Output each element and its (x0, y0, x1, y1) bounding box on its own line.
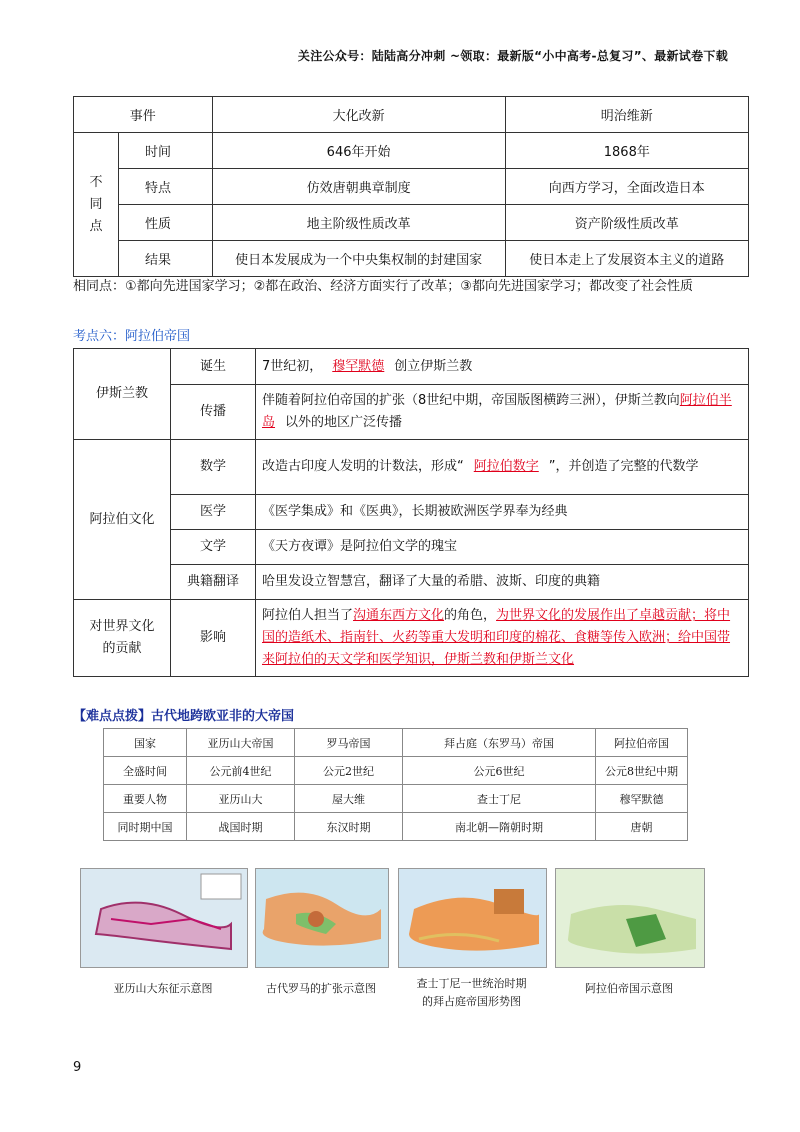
table-header-cell: 亚历山大帝国 (187, 729, 295, 757)
cell: 同时期中国 (104, 813, 187, 841)
cell: 阿拉伯人担当了沟通东西方文化的角色，为世界文化的发展作出了卓越贡献；将中国的造纸术、指南针、火药等重大发明和印度的棉花、食糖等传入欧洲；给中国带来阿拉伯的天文学和医学知识，伊斯兰教和伊斯兰文化 (256, 600, 749, 677)
map-rome (255, 868, 389, 968)
empires-table (103, 728, 688, 841)
row-label: 诞生 (171, 349, 256, 385)
row-label: 医学 (171, 495, 256, 530)
cell: 公元前4世纪 (187, 757, 295, 785)
cell: 《天方夜谭》是阿拉伯文学的瑰宝 (256, 530, 749, 565)
diff-label-cell: 不 同 点 (74, 133, 119, 277)
cell: 646年开始 (212, 133, 505, 169)
cell: 屋大维 (295, 785, 403, 813)
cell: 向西方学习，全面改造日本 (505, 169, 748, 205)
table-header-cell: 阿拉伯帝国 (596, 729, 688, 757)
map-caption: 古代罗马的扩张示意图 (266, 982, 376, 995)
answer-fill: 沟通东西方文化 (353, 608, 445, 623)
cell: 穆罕默德 (596, 785, 688, 813)
arab-empire-table (73, 348, 749, 677)
row-label: 特点 (119, 169, 213, 205)
row-label: 影响 (171, 600, 256, 677)
table-header-cell: 国家 (104, 729, 187, 757)
row-label: 时间 (119, 133, 213, 169)
map-caption: 亚历山大东征示意图 (113, 982, 213, 995)
cell: 使日本走上了发展资本主义的道路 (505, 241, 748, 277)
map-byzantine (398, 868, 547, 968)
cell: 东汉时期 (295, 813, 403, 841)
table-header-cell: 拜占庭（东罗马）帝国 (403, 729, 596, 757)
group-label: 伊斯兰教 (74, 349, 171, 440)
row-label: 典籍翻译 (171, 565, 256, 600)
cell: 南北朝—隋朝时期 (403, 813, 596, 841)
row-label: 结果 (119, 241, 213, 277)
table-header-cell: 明治维新 (505, 97, 748, 133)
cell: 战国时期 (187, 813, 295, 841)
cell: 资产阶级性质改革 (505, 205, 748, 241)
table-header-cell: 罗马帝国 (295, 729, 403, 757)
row-label: 数学 (171, 440, 256, 495)
cell: 公元8世纪中期 (596, 757, 688, 785)
cell: 7世纪初， 穆罕默德 创立伊斯兰教 (256, 349, 749, 385)
section-title: 考点六：阿拉伯帝国 (73, 329, 191, 344)
cell: 唐朝 (596, 813, 688, 841)
map-alexander (80, 868, 248, 968)
cell: 《医学集成》和《医典》，长期被欧洲医学界奉为经典 (256, 495, 749, 530)
cell: 伴随着阿拉伯帝国的扩张（8世纪中期，帝国版图横跨三洲），伊斯兰教向阿拉伯半岛 以外的地区广泛传播 (256, 385, 749, 440)
cell: 公元6世纪 (403, 757, 596, 785)
cell: 哈里发设立智慧宫，翻译了大量的希腊、波斯、印度的典籍 (256, 565, 749, 600)
map-caption: 阿拉伯帝国示意图 (585, 982, 673, 995)
map-caption: 的拜占庭帝国形势图 (422, 995, 521, 1008)
similarities-text: 相同点：①都向先进国家学习；②都在政治、经济方面实行了改革；③都向先进国家学习；都改变了社会性质 (73, 279, 693, 294)
table-header-cell: 事件 (74, 97, 213, 133)
map-caption: 查士丁尼一世统治时期 (416, 977, 527, 990)
cell: 地主阶级性质改革 (212, 205, 505, 241)
cell: 改造古印度人发明的计数法，形成“ 阿拉伯数字 ”，并创造了完整的代数学 (256, 440, 749, 495)
row-label: 性质 (119, 205, 213, 241)
answer-fill: 穆罕默德 (332, 358, 385, 374)
group-label: 阿拉伯文化 (74, 440, 171, 600)
row-label: 文学 (171, 530, 256, 565)
cell: 查士丁尼 (403, 785, 596, 813)
answer-fill: 为世界文化的发展作出了卓越贡献；将中国的造纸术、指南针、火药等重大发明和印度的棉花、食糖等传入欧洲；给中国带来阿拉伯的天文学和医学知识，伊斯兰教和伊斯兰文化 (262, 608, 731, 667)
cell: 全盛时间 (104, 757, 187, 785)
cell: 仿效唐朝典章制度 (212, 169, 505, 205)
group-label: 对世界文化的贡献 (74, 600, 171, 677)
table-header-cell: 大化改新 (212, 97, 505, 133)
map-arab (555, 868, 705, 968)
cell: 公元2世纪 (295, 757, 403, 785)
cell: 亚历山大 (187, 785, 295, 813)
answer-fill: 阿拉伯半岛 (262, 393, 732, 430)
cell: 1868年 (505, 133, 748, 169)
cell: 使日本发展成为一个中央集权制的封建国家 (212, 241, 505, 277)
answer-fill: 阿拉伯数字 (473, 459, 539, 474)
page-number: 9 (73, 1060, 82, 1075)
comparison-table (73, 96, 749, 277)
difficulty-title: 【难点点拨】古代地跨欧亚非的大帝国 (73, 709, 295, 724)
cell: 重要人物 (104, 785, 187, 813)
row-label: 传播 (171, 385, 256, 440)
page-header: 关注公众号：陆陆高分冲刺 ~领取：最新版“小中高考-总复习”、最新试卷下载 (297, 49, 728, 63)
